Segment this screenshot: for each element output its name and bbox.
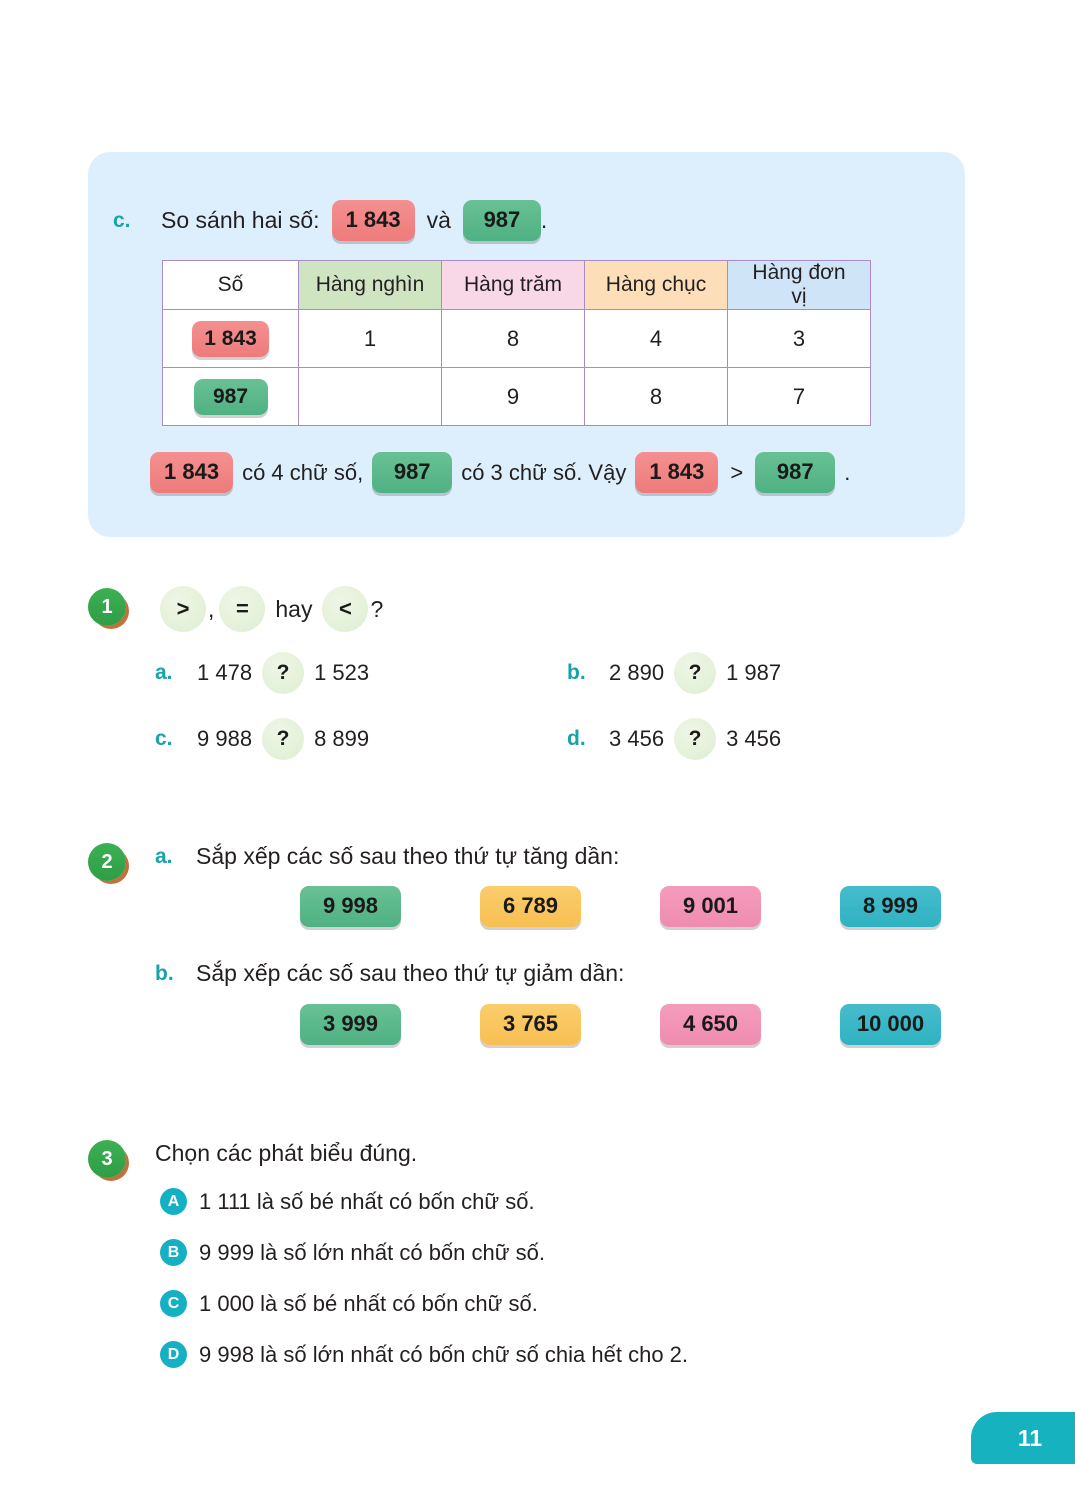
exercise-2b-chips (300, 1004, 941, 1045)
option-b-badge[interactable]: B (160, 1239, 187, 1266)
exercise-2a-letter: a. (155, 845, 173, 868)
exercise-2a-text: Sắp xếp các số sau theo thứ tự tăng dần: (196, 843, 620, 869)
header-hang-chuc: Hàng chục (585, 261, 728, 310)
option-d-badge[interactable]: D (160, 1341, 187, 1368)
exercise-1-row-1 (155, 652, 855, 694)
header-so: Số (163, 261, 299, 310)
item-a-left-number: 1 478 (197, 660, 253, 685)
row-2-digit-chuc: 8 (585, 368, 728, 426)
table-header-row (163, 261, 871, 310)
header-hang-tram: Hàng trăm (442, 261, 585, 310)
option-c[interactable] (160, 1290, 688, 1317)
place-value-table-body (163, 310, 871, 426)
option-c-text: 1 000 là số bé nhất có bốn chữ số. (199, 1290, 538, 1316)
item-d-answer-blank[interactable]: ? (674, 718, 716, 760)
conclusion-chip-1: 1 843 (150, 452, 233, 493)
row-1-digit-nghin: 1 (299, 310, 442, 368)
chip-slot (480, 886, 581, 927)
exercise-2b-chip-2[interactable]: 3 765 (480, 1004, 581, 1045)
exercise-1-item-c (155, 718, 567, 760)
example-period: . (540, 207, 548, 233)
item-c-blank-wrap (252, 718, 314, 760)
exercise-2b-text: Sắp xếp các số sau theo thứ tự giảm dần: (196, 960, 625, 986)
option-d-text: 9 998 là số lớn nhất có bốn chữ số chia hết cho 2. (199, 1341, 689, 1367)
item-b-letter: b. (567, 661, 586, 684)
row-1-digit-chuc: 4 (585, 310, 728, 368)
example-box-part-c (88, 152, 965, 537)
example-number-a-chip: 1 843 (332, 200, 415, 241)
chip-slot (840, 1004, 941, 1045)
prompt-comma: , (208, 595, 215, 622)
row-1-digit-tram: 8 (442, 310, 585, 368)
item-d-left-number: 3 456 (609, 726, 665, 751)
symbol-less-than: < (322, 586, 368, 632)
item-d-right-number: 3 456 (726, 726, 782, 751)
chip-slot (480, 1004, 581, 1045)
prompt-hay: hay (275, 595, 313, 622)
option-b[interactable] (160, 1239, 688, 1266)
exercise-2b-chip-1[interactable]: 3 999 (300, 1004, 401, 1045)
item-d-letter: d. (567, 727, 586, 750)
example-prompt-text: So sánh hai số: (161, 207, 320, 233)
conclusion-chip-2: 987 (372, 452, 452, 493)
item-c-left-number: 9 988 (197, 726, 253, 751)
exercise-2a-chip-3[interactable]: 9 001 (660, 886, 761, 927)
exercise-1-item-a (155, 652, 567, 694)
exercise-2a-chip-4[interactable]: 8 999 (840, 886, 941, 927)
exercise-2b-chip-4[interactable]: 10 000 (840, 1004, 941, 1045)
example-conjunction: và (426, 207, 451, 233)
header-hang-nghin: Hàng nghìn (299, 261, 442, 310)
item-b-right-number: 1 987 (726, 660, 782, 685)
item-b-blank-wrap (664, 652, 726, 694)
prompt-question-mark: ? (370, 595, 384, 622)
item-a-letter: a. (155, 661, 173, 684)
symbol-equals: = (219, 586, 265, 632)
page-number-tab: 11 (971, 1412, 1075, 1464)
example-letter: c. (113, 208, 131, 232)
exercise-1-items (155, 652, 855, 784)
exercise-2a-chip-2[interactable]: 6 789 (480, 886, 581, 927)
conclusion-text-2: có 3 chữ số. Vậy (461, 459, 627, 485)
option-a[interactable] (160, 1188, 688, 1215)
item-c-letter: c. (155, 727, 173, 750)
exercise-1-row-2 (155, 718, 855, 760)
exercise-3-badge: 3 (88, 1140, 126, 1178)
exercise-2b-letter: b. (155, 962, 174, 985)
option-b-text: 9 999 là số lớn nhất có bốn chữ số. (199, 1239, 545, 1265)
example-number-b-chip: 987 (463, 200, 541, 241)
option-d[interactable] (160, 1341, 688, 1368)
chip-slot (300, 886, 401, 927)
chip-slot (840, 886, 941, 927)
item-b-answer-blank[interactable]: ? (674, 652, 716, 694)
row-1-digit-donvi: 3 (728, 310, 871, 368)
table-row (163, 368, 871, 426)
conclusion-period: . (844, 459, 851, 485)
exercise-1-badge: 1 (88, 588, 126, 626)
conclusion-comparison-sign: > (730, 459, 744, 485)
item-b-left-number: 2 890 (609, 660, 665, 685)
exercise-1-prompt (160, 586, 383, 632)
item-d-blank-wrap (664, 718, 726, 760)
exercise-2a-chips (300, 886, 941, 927)
example-heading (113, 200, 547, 241)
chip-slot (660, 886, 761, 927)
row-label-cell-1 (163, 310, 299, 368)
conclusion-chip-4: 987 (755, 452, 835, 493)
row-label-cell-2 (163, 368, 299, 426)
exercise-2-badge: 2 (88, 843, 126, 881)
place-value-table-head (163, 261, 871, 310)
example-conclusion (150, 452, 850, 493)
place-value-table (162, 260, 871, 426)
row-2-digit-nghin (299, 368, 442, 426)
item-c-right-number: 8 899 (314, 726, 370, 751)
table-row (163, 310, 871, 368)
chip-slot (300, 1004, 401, 1045)
option-c-badge[interactable]: C (160, 1290, 187, 1317)
conclusion-chip-3: 1 843 (635, 452, 718, 493)
item-a-answer-blank[interactable]: ? (262, 652, 304, 694)
item-a-blank-wrap (252, 652, 314, 694)
row-2-number-chip: 987 (194, 379, 268, 415)
option-a-badge[interactable]: A (160, 1188, 187, 1215)
exercise-1-item-d (567, 718, 781, 760)
row-2-digit-donvi: 7 (728, 368, 871, 426)
row-2-digit-tram: 9 (442, 368, 585, 426)
exercise-2a-chip-1[interactable]: 9 998 (300, 886, 401, 927)
conclusion-text-1: có 4 chữ số, (242, 459, 364, 485)
exercise-3-options (160, 1188, 688, 1392)
item-c-answer-blank[interactable]: ? (262, 718, 304, 760)
header-hang-don-vi: Hàng đơn vị (728, 261, 871, 310)
exercise-3-text: Chọn các phát biểu đúng. (155, 1140, 418, 1166)
exercise-2b-chip-3[interactable]: 4 650 (660, 1004, 761, 1045)
row-1-number-chip: 1 843 (192, 321, 269, 357)
symbol-greater-than: > (160, 586, 206, 632)
item-a-right-number: 1 523 (314, 660, 370, 685)
chip-slot (660, 1004, 761, 1045)
exercise-1-item-b (567, 652, 781, 694)
option-a-text: 1 111 là số bé nhất có bốn chữ số. (199, 1188, 535, 1214)
